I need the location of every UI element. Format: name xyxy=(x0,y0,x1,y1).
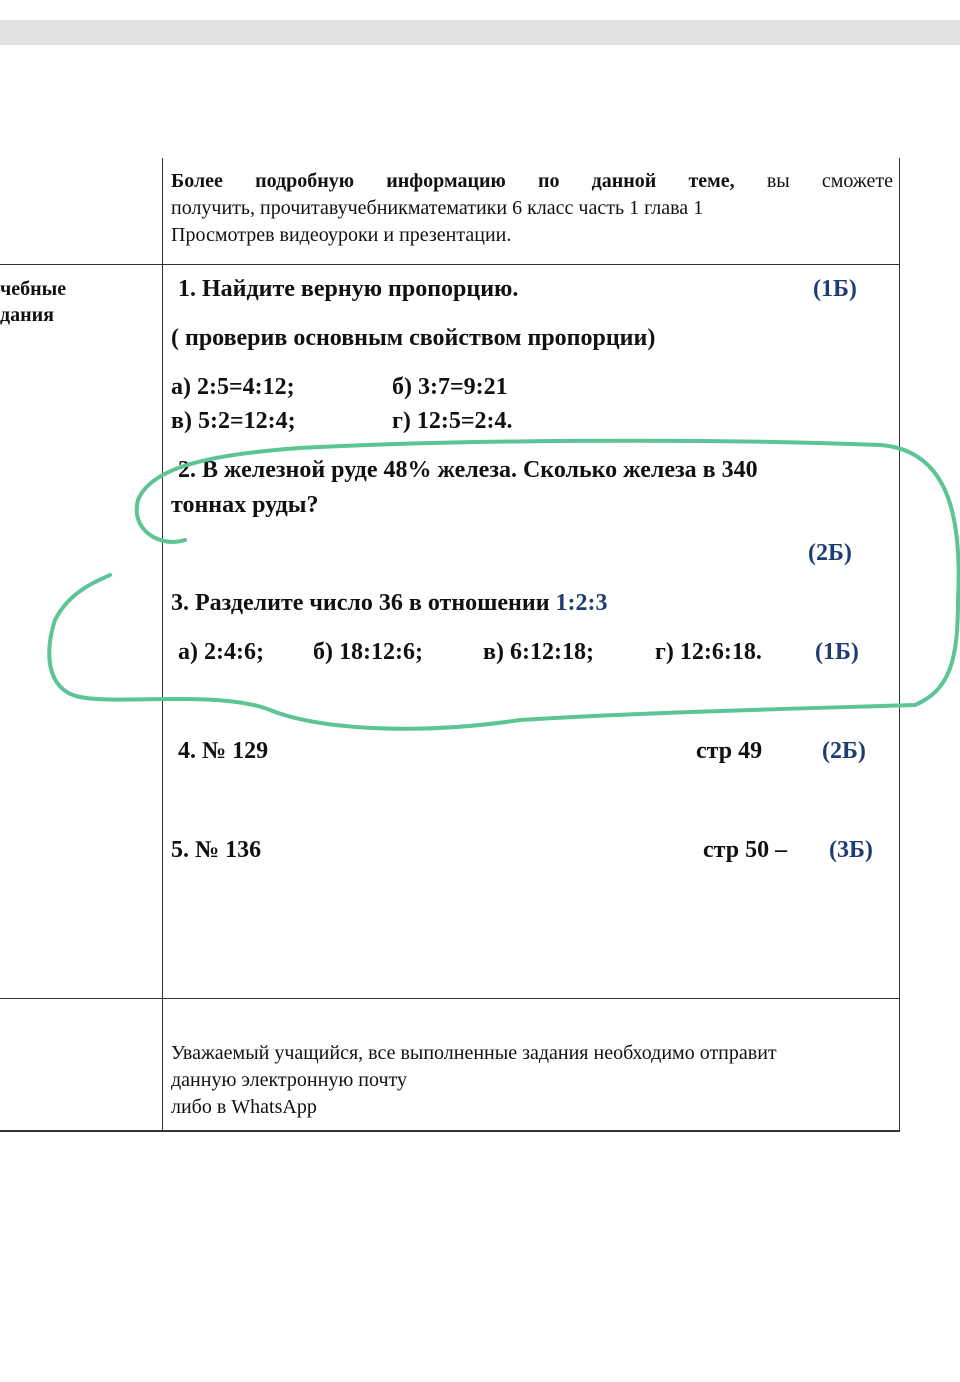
task5-points: (3Б) xyxy=(829,837,873,863)
task1-option-v: в) 5:2=12:4; xyxy=(171,408,296,434)
intro-line3: Просмотрев видеоуроки и презентации. xyxy=(171,224,512,246)
left-label-line1: чебные xyxy=(0,278,67,300)
task1-title: 1. Найдите верную пропорцию. xyxy=(178,276,519,302)
task1-option-a: а) 2:5=4:12; xyxy=(171,374,295,400)
footer-line2: данную электронную почту xyxy=(171,1069,407,1091)
task1-option-b: б) 3:7=9:21 xyxy=(392,374,508,400)
left-label-line2: дания xyxy=(0,304,54,326)
task1-points: (1Б) xyxy=(813,276,857,302)
intro-rest: вы сможете xyxy=(734,170,893,192)
task3-title-text: 3. Разделите число 36 в отношении xyxy=(171,590,556,616)
task3-option-g: г) 12:6:18. xyxy=(655,639,762,665)
footer-line3: либо в WhatsApp xyxy=(171,1096,317,1118)
task2-line2: тоннах руды? xyxy=(171,492,319,518)
intro-line2: получить, прочитавучебникматематики 6 класс часть 1 глава 1 xyxy=(171,197,704,219)
task3-ratio: 1:2:3 xyxy=(555,590,608,616)
task4-points: (2Б) xyxy=(822,738,866,764)
task4-page: стр 49 xyxy=(696,738,763,764)
task1-option-g: г) 12:5=2:4. xyxy=(392,408,513,434)
task3-option-b: б) 18:12:6; xyxy=(313,639,423,665)
task2-points: (2Б) xyxy=(808,540,852,566)
task3-option-v: в) 6:12:18; xyxy=(483,639,594,665)
task5-page: стр 50 – xyxy=(703,837,788,863)
task3-option-a: а) 2:4:6; xyxy=(178,639,264,665)
footer-line1: Уважаемый учащийся, все выполненные задания необходимо отправит xyxy=(171,1042,777,1064)
intro-bold: Более подробную информацию по данной теме, xyxy=(171,170,735,192)
task3-points: (1Б) xyxy=(815,639,859,665)
task5-title: 5. № 136 xyxy=(171,837,262,863)
task1-hint: ( проверив основным свойством пропорции) xyxy=(171,325,656,351)
task2-line1: 2. В железной руде 48% железа. Сколько железа в 340 xyxy=(178,457,758,483)
task4-title: 4. № 129 xyxy=(178,738,269,764)
